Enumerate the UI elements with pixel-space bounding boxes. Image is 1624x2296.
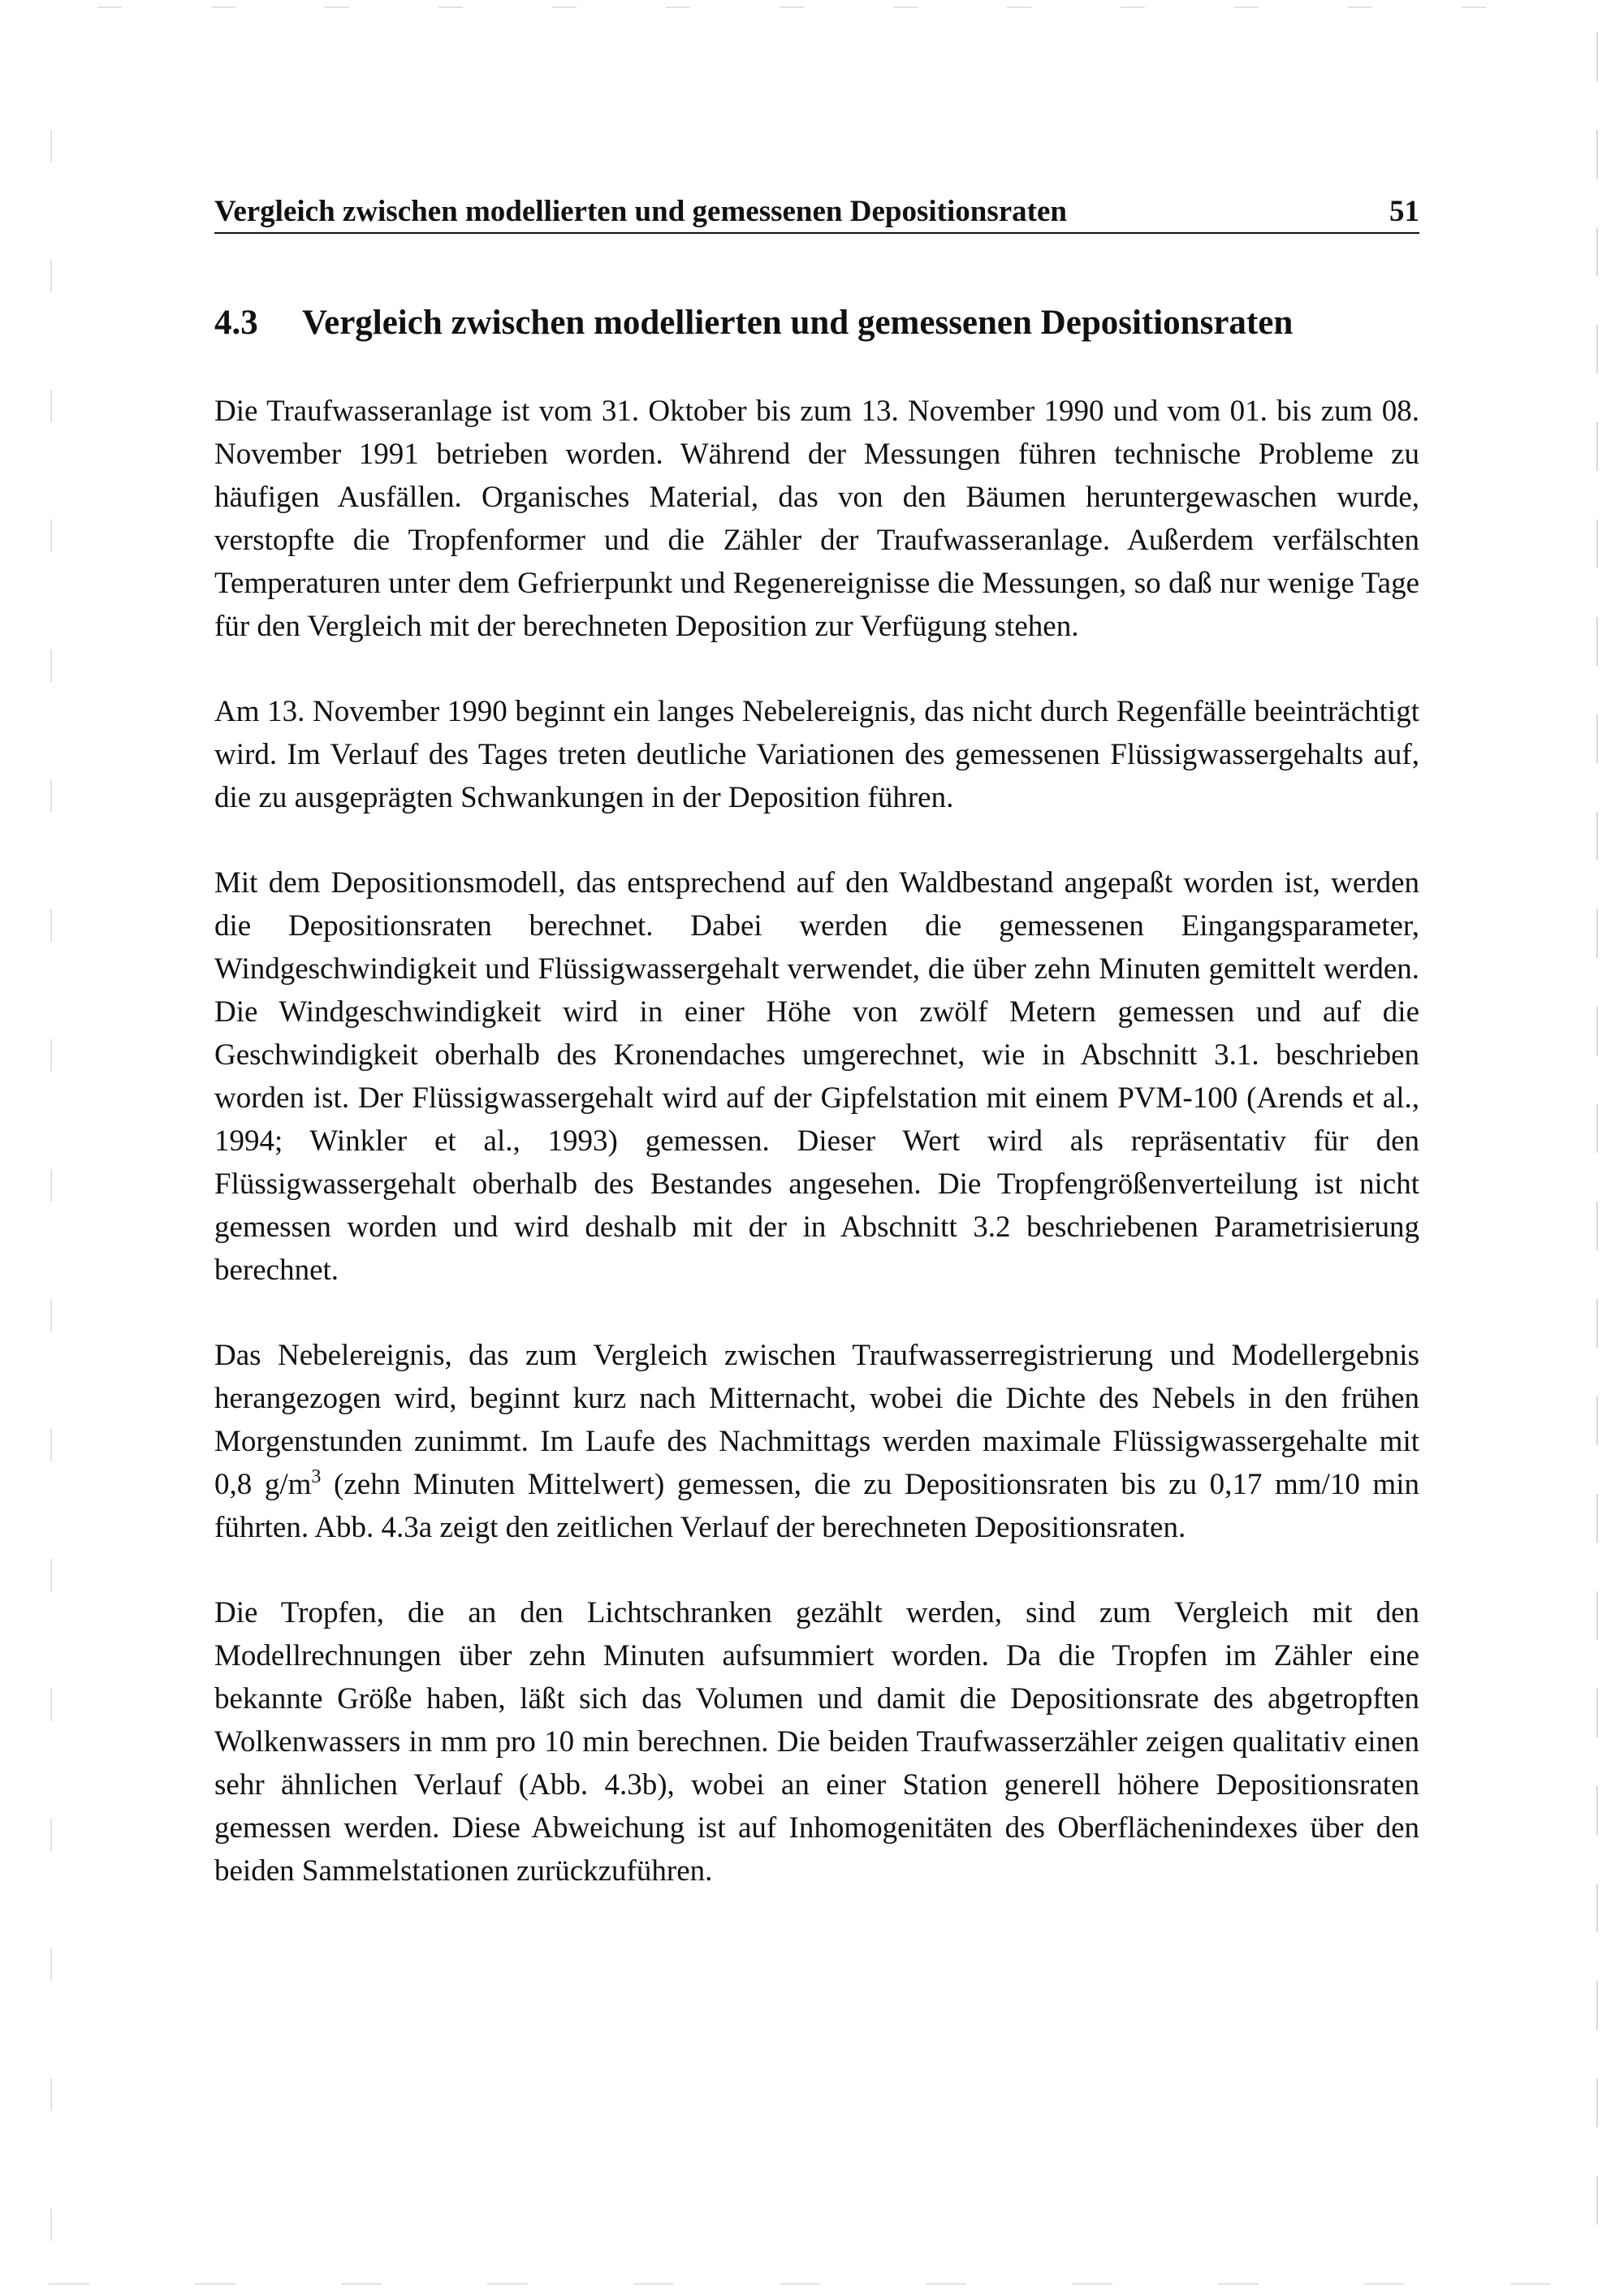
section-title: Vergleich zwischen modellierten und gemessenen Depositionsraten	[302, 304, 1294, 342]
body-text	[214, 390, 1419, 1935]
paragraph-4-part-1: Das Nebelereignis, das zum Vergleich zwischen Traufwasserregistrierung und Modellergebnis herangezogen wird, beginnt kurz nach Mitternacht, wobei die Dichte des Nebels in den frühen Morgenstunden zunimmt. Im Laufe des Nachmittags werden maximale Flüssigwassergehalte mit 0,8 g/m	[214, 1339, 1419, 1501]
running-header-title: Vergleich zwischen modellierten und gemessenen Depositionsraten	[214, 195, 1067, 228]
section-heading	[214, 300, 1432, 346]
paragraph-5: Die Tropfen, die an den Lichtschranken gezählt werden, sind zum Vergleich mit den Modellrechnungen über zehn Minuten aufsummiert worden. Da die Tropfen im Zähler eine bekannte Größe haben, läßt sich das Volumen und damit die Depositionsrate des abgetropften Wolkenwassers in mm pro 10 min berechnen. Die beiden Traufwasserzähler zeigen qualitativ einen sehr ähnlichen Verlauf (Abb. 4.3b), wobei an einer Station generell höhere Depositionsraten gemessen werden. Diese Abweichung ist auf Inhomogenitäten des Oberflächenindexes über den beiden Sammelstationen zurückzuführen.	[214, 1596, 1419, 1888]
paragraph-4-part-2: (zehn Minuten Mittelwert) gemessen, die zu Depositionsraten bis zu 0,17 mm/10 min führten. Abb. 4.3a zeigt den zeitlichen Verlauf der berechneten Depositionsraten.	[214, 1468, 1419, 1544]
paragraph-3: Mit dem Depositionsmodell, das entsprechend auf den Waldbestand angepaßt worden ist, werden die Depositionsraten berechnet. Dabei werden die gemessenen Eingangsparameter, Windgeschwindigkeit und Flüssigwassergehalt verwendet, die über zehn Minuten gemittelt werden. Die Windgeschwindigkeit wird in einer Höhe von zwölf Metern gemessen und auf die Geschwindigkeit oberhalb des Kronendaches umgerechnet, wie in Abschnitt 3.1. beschrieben worden ist. Der Flüssigwassergehalt wird auf der Gipfelstation mit einem PVM-100 (Arends et al., 1994; Winkler et al., 1993) gemessen. Dieser Wert wird als repräsentativ für den Flüssigwassergehalt oberhalb des Bestandes angesehen. Die Tropfengrößenverteilung ist nicht gemessen worden und wird deshalb mit der in Abschnitt 3.2 beschriebenen Parametrisierung berechnet.	[214, 866, 1419, 1287]
superscript-exponent: 3	[311, 1466, 322, 1487]
scan-artifact-right	[1596, 32, 1598, 2225]
paragraph-1: Die Traufwasseranlage ist vom 31. Oktober bis zum 13. November 1990 und vom 01. bis zum 08. November 1991 betrieben worden. Während der Messungen führen technische Probleme zu häufigen Ausfällen. Organisches Material, das von den Bäumen heruntergewaschen wurde, verstopfte die Tropfenformer und die Zähler der Traufwasseranlage. Außerdem verfälschten Temperaturen unter dem Gefrierpunkt und Regenereignisse die Messungen, so daß nur wenige Tage für den Vergleich mit der berechneten Deposition zur Verfügung stehen.	[214, 395, 1419, 643]
section-number: 4.3	[214, 304, 258, 342]
running-header	[214, 192, 1419, 234]
paragraph-2: Am 13. November 1990 beginnt ein langes Nebelereignis, das nicht durch Regenfälle beeinträchtigt wird. Im Verlauf des Tages treten deutliche Variationen des gemessenen Flüssigwassergehalts auf, die zu ausgeprägten Schwankungen in der Deposition führen.	[214, 695, 1419, 814]
scan-artifact-top	[97, 6, 1527, 8]
scan-artifact-bottom	[49, 2283, 1592, 2285]
scan-artifact-left	[50, 130, 52, 2273]
page-number: 51	[1389, 195, 1419, 228]
paragraph-4	[214, 1334, 1419, 1549]
